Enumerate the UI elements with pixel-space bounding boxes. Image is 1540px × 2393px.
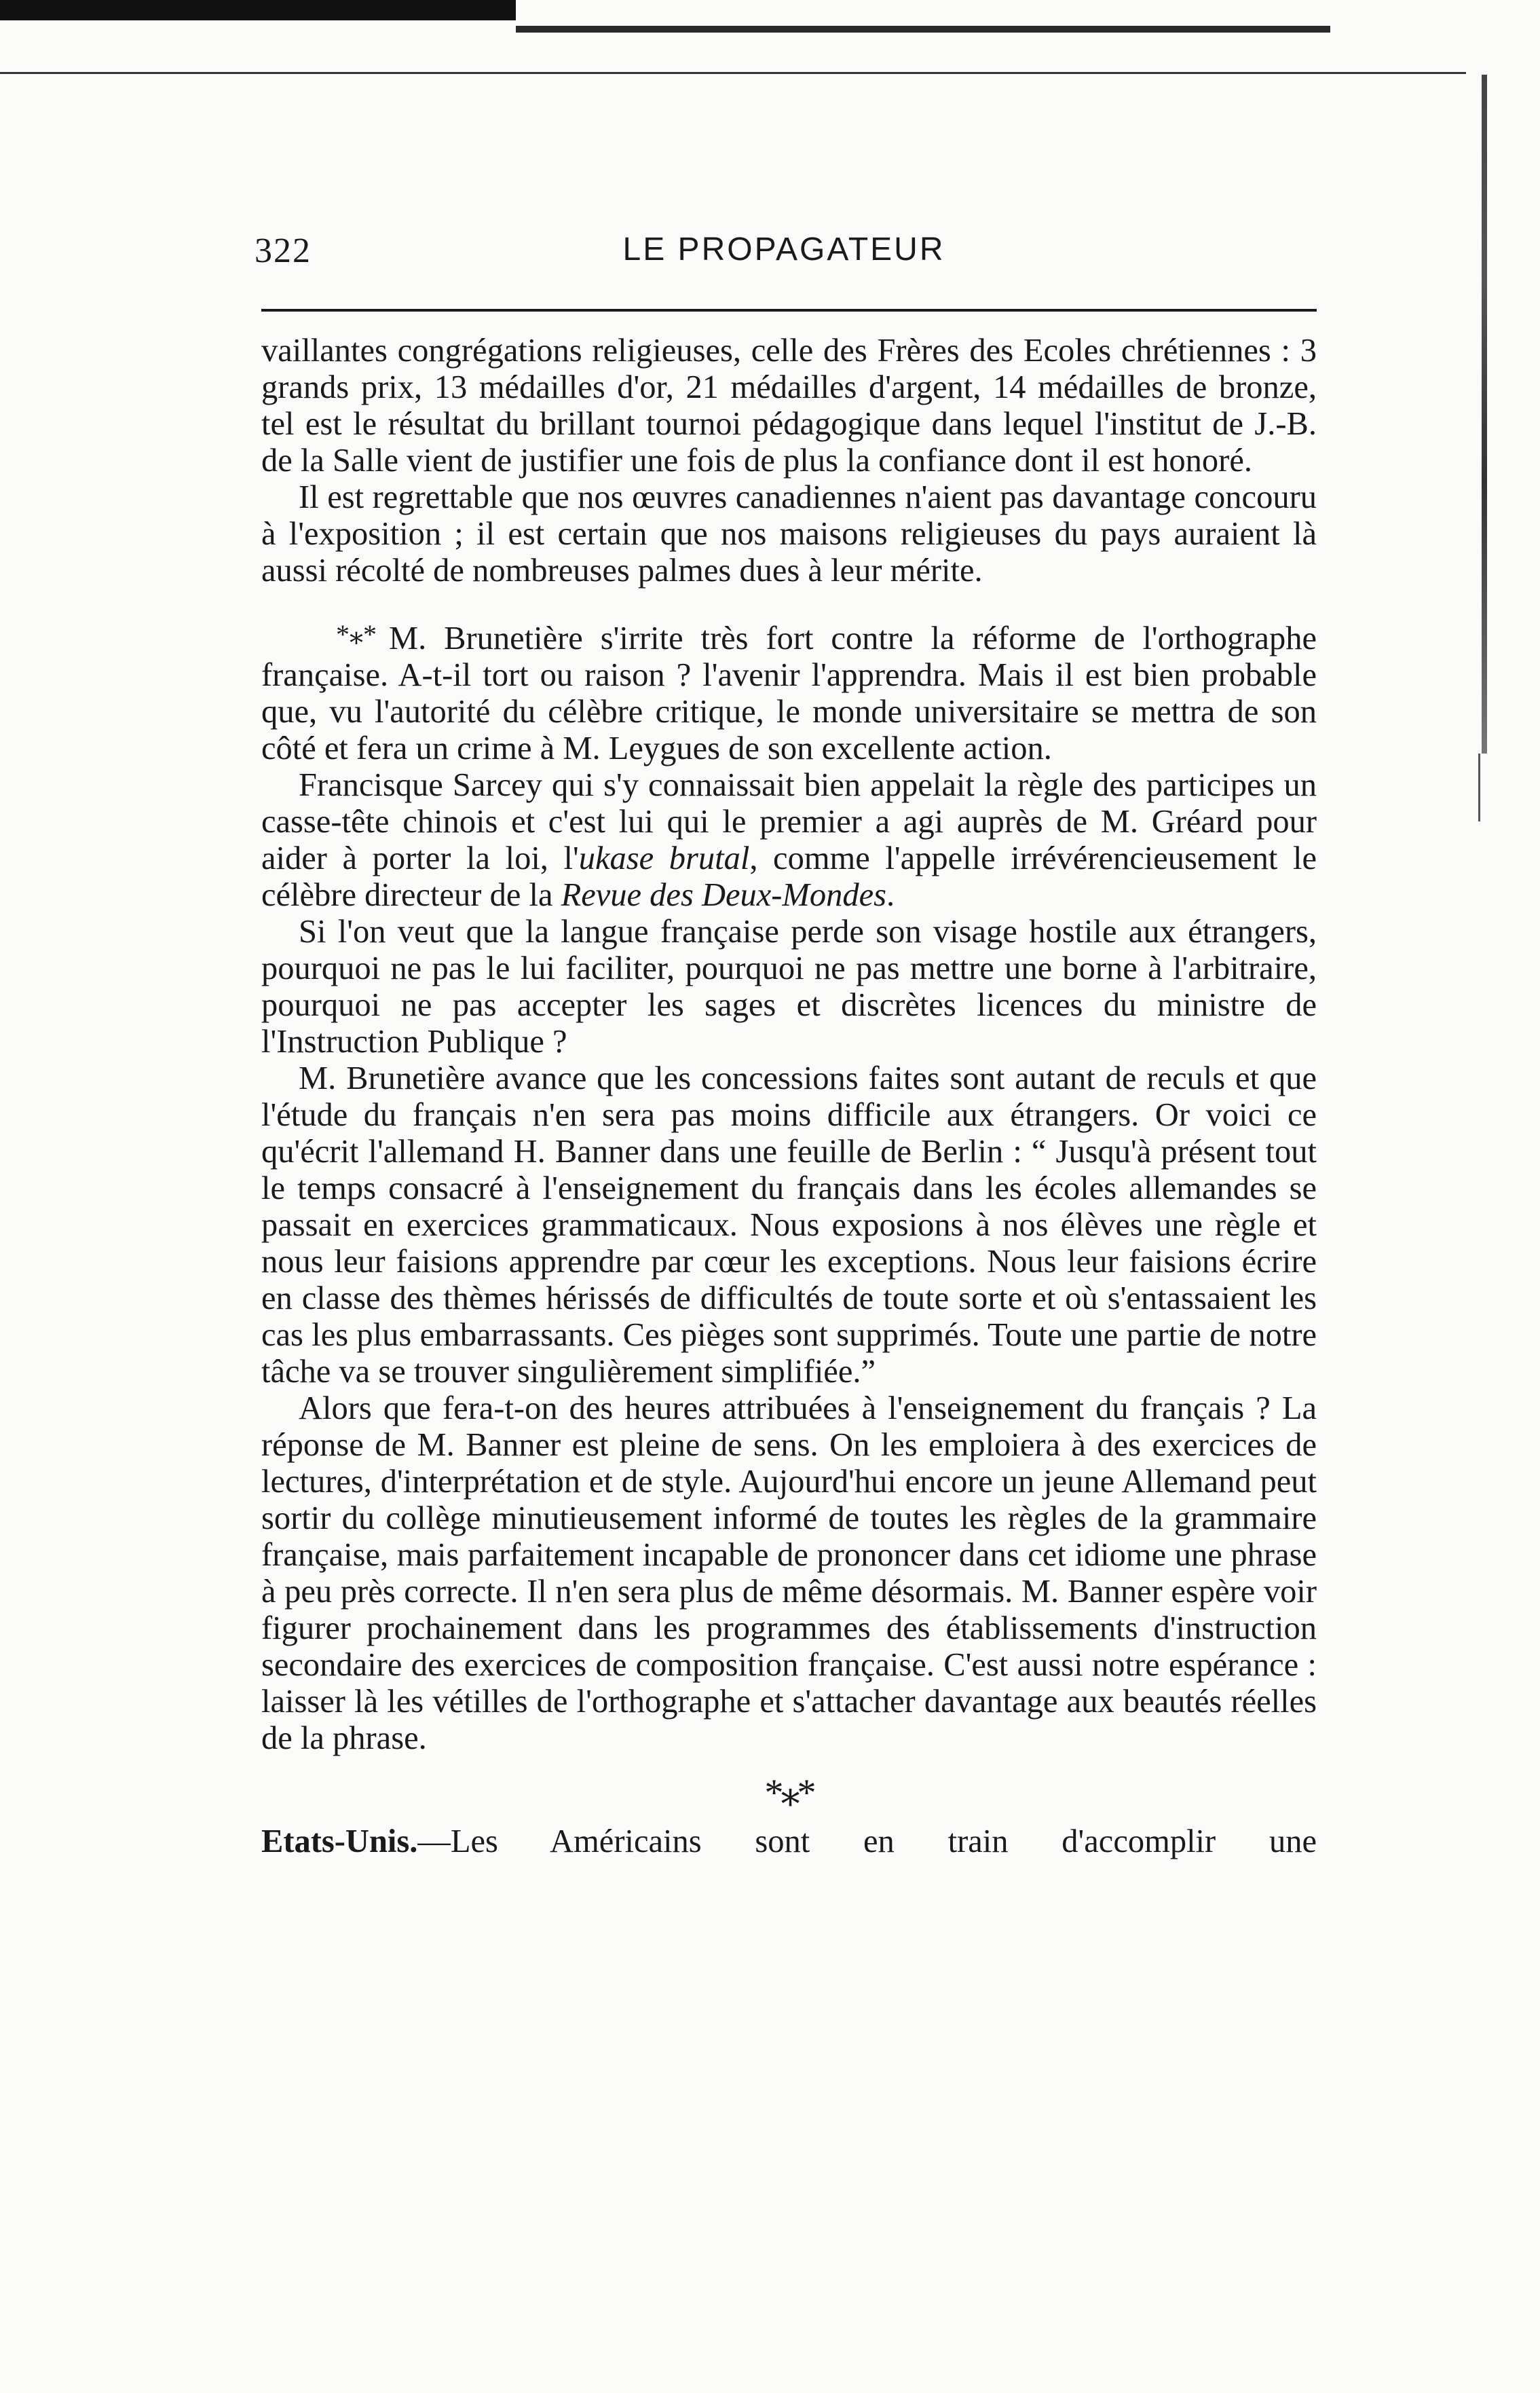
- paragraph: vaillantes congrégations religieuses, celle des Frères des Ecoles chrétiennes : 3 grands prix, 13 médailles d'or, 21 médailles d'argent, 14 médailles de bronze, tel est le résultat du brillant tournoi pédagogique dans lequel l'institut de J.-B. de la Salle vient de justifier une fois de plus la confiance dont il est honoré.: [261, 333, 1317, 479]
- paragraph-text: , comme l'appelle irrévérencieusement le célèbre directeur de la: [261, 840, 1317, 913]
- scan-margin-mark: [1482, 75, 1487, 754]
- paragraph-text: Francisque Sarcey qui s'y connaissait bien appelait la règle des participes un casse-tête chinois et c'est lui qui le premier a agi auprès de M. Gréard pour aider à porter la loi, l': [261, 767, 1317, 876]
- paragraph-text: —Les Américains sont en train d'accomplir une: [417, 1823, 1317, 1859]
- paragraph: [261, 1823, 1317, 1860]
- paragraph: [261, 767, 1317, 914]
- section-gap: [261, 589, 1317, 616]
- paragraph: [261, 616, 1317, 767]
- paragraph: M. Brunetière avance que les concessions faites sont autant de reculs et que l'étude du français n'en sera pas moins difficile aux étrangers. Or voici ce qu'écrit l'allemand H. Banner dans une feuille de Berlin : “ Jusqu'à présent tout le temps consacré à l'enseignement du français dans les écoles allemandes se passait en exercices grammaticaux. Nous exposions à nos élèves une règle et nous leur faisions apprendre par cœur les exceptions. Nous leur faisions écrire en classe des thèmes hérissés de difficultés de toute sorte et où s'entassaient les cas les plus embarrassants. Ces pièges sont supprimés. Toute une partie de notre tâche va se trouver singulièrement simplifiée.”: [261, 1060, 1317, 1390]
- scan-edge-rule: [0, 72, 1466, 74]
- article-body: [261, 333, 1317, 1860]
- paragraph-text: .: [886, 877, 895, 913]
- scan-edge-mark: [0, 0, 516, 20]
- running-title: LE PROPAGATEUR: [622, 231, 945, 267]
- paragraph: Il est regrettable que nos œuvres canadiennes n'aient pas davantage concouru à l'exposition ; il est certain que nos maisons religieuses du pays auraient là aussi récolté de nombreuses palmes dues à leur mérite.: [261, 479, 1317, 589]
- section-separator: *⁎*: [764, 1772, 814, 1814]
- page-header: [255, 231, 1313, 285]
- paragraph-text: M. Brunetière s'irrite très fort contre la réforme de l'orthographe française. A-t-il tort ou raison ? l'avenir l'apprendra. Mais il est bien probable que, vu l'autorité du célèbre critique, le monde universitaire se mettra de son côté et fera un crime à M. Leygues de son excellente action.: [261, 620, 1317, 766]
- italic-title: Revue des Deux-Mondes: [561, 877, 886, 913]
- header-rule: [261, 309, 1317, 312]
- asterism: *⁎*: [336, 619, 377, 650]
- scan-margin-mark: [1478, 754, 1480, 821]
- paragraph: Alors que fera-t-on des heures attribuées à l'enseignement du français ? La réponse de M. Banner est pleine de sens. On les emploiera à des exercices de lectures, d'interprétation et de style. Aujourd'hui encore un jeune Allemand peut sortir du collège minutieusement informé de toutes les règles de la grammaire française, mais parfaitement incapable de prononcer dans cet idiome une phrase à peu près correcte. Il n'en sera plus de même désormais. M. Banner espère voir figurer prochainement dans les programmes des établissements d'instruction secondaire des exercices de composition française. C'est aussi notre espérance : laisser là les vétilles de l'orthographe et s'attacher davantage aux beautés réelles de la phrase.: [261, 1390, 1317, 1756]
- scan-edge-mark: [516, 26, 1330, 33]
- section-heading: Etats-Unis.: [261, 1823, 418, 1859]
- page-number: 322: [255, 231, 312, 270]
- paragraph: Si l'on veut que la langue française perde son visage hostile aux étrangers, pourquoi ne pas le lui faciliter, pourquoi ne pas mettre une borne à l'arbitraire, pourquoi ne pas accepter les sages et discrètes licences du ministre de l'Instruction Publique ?: [261, 914, 1317, 1060]
- italic-phrase: ukase brutal: [578, 840, 750, 876]
